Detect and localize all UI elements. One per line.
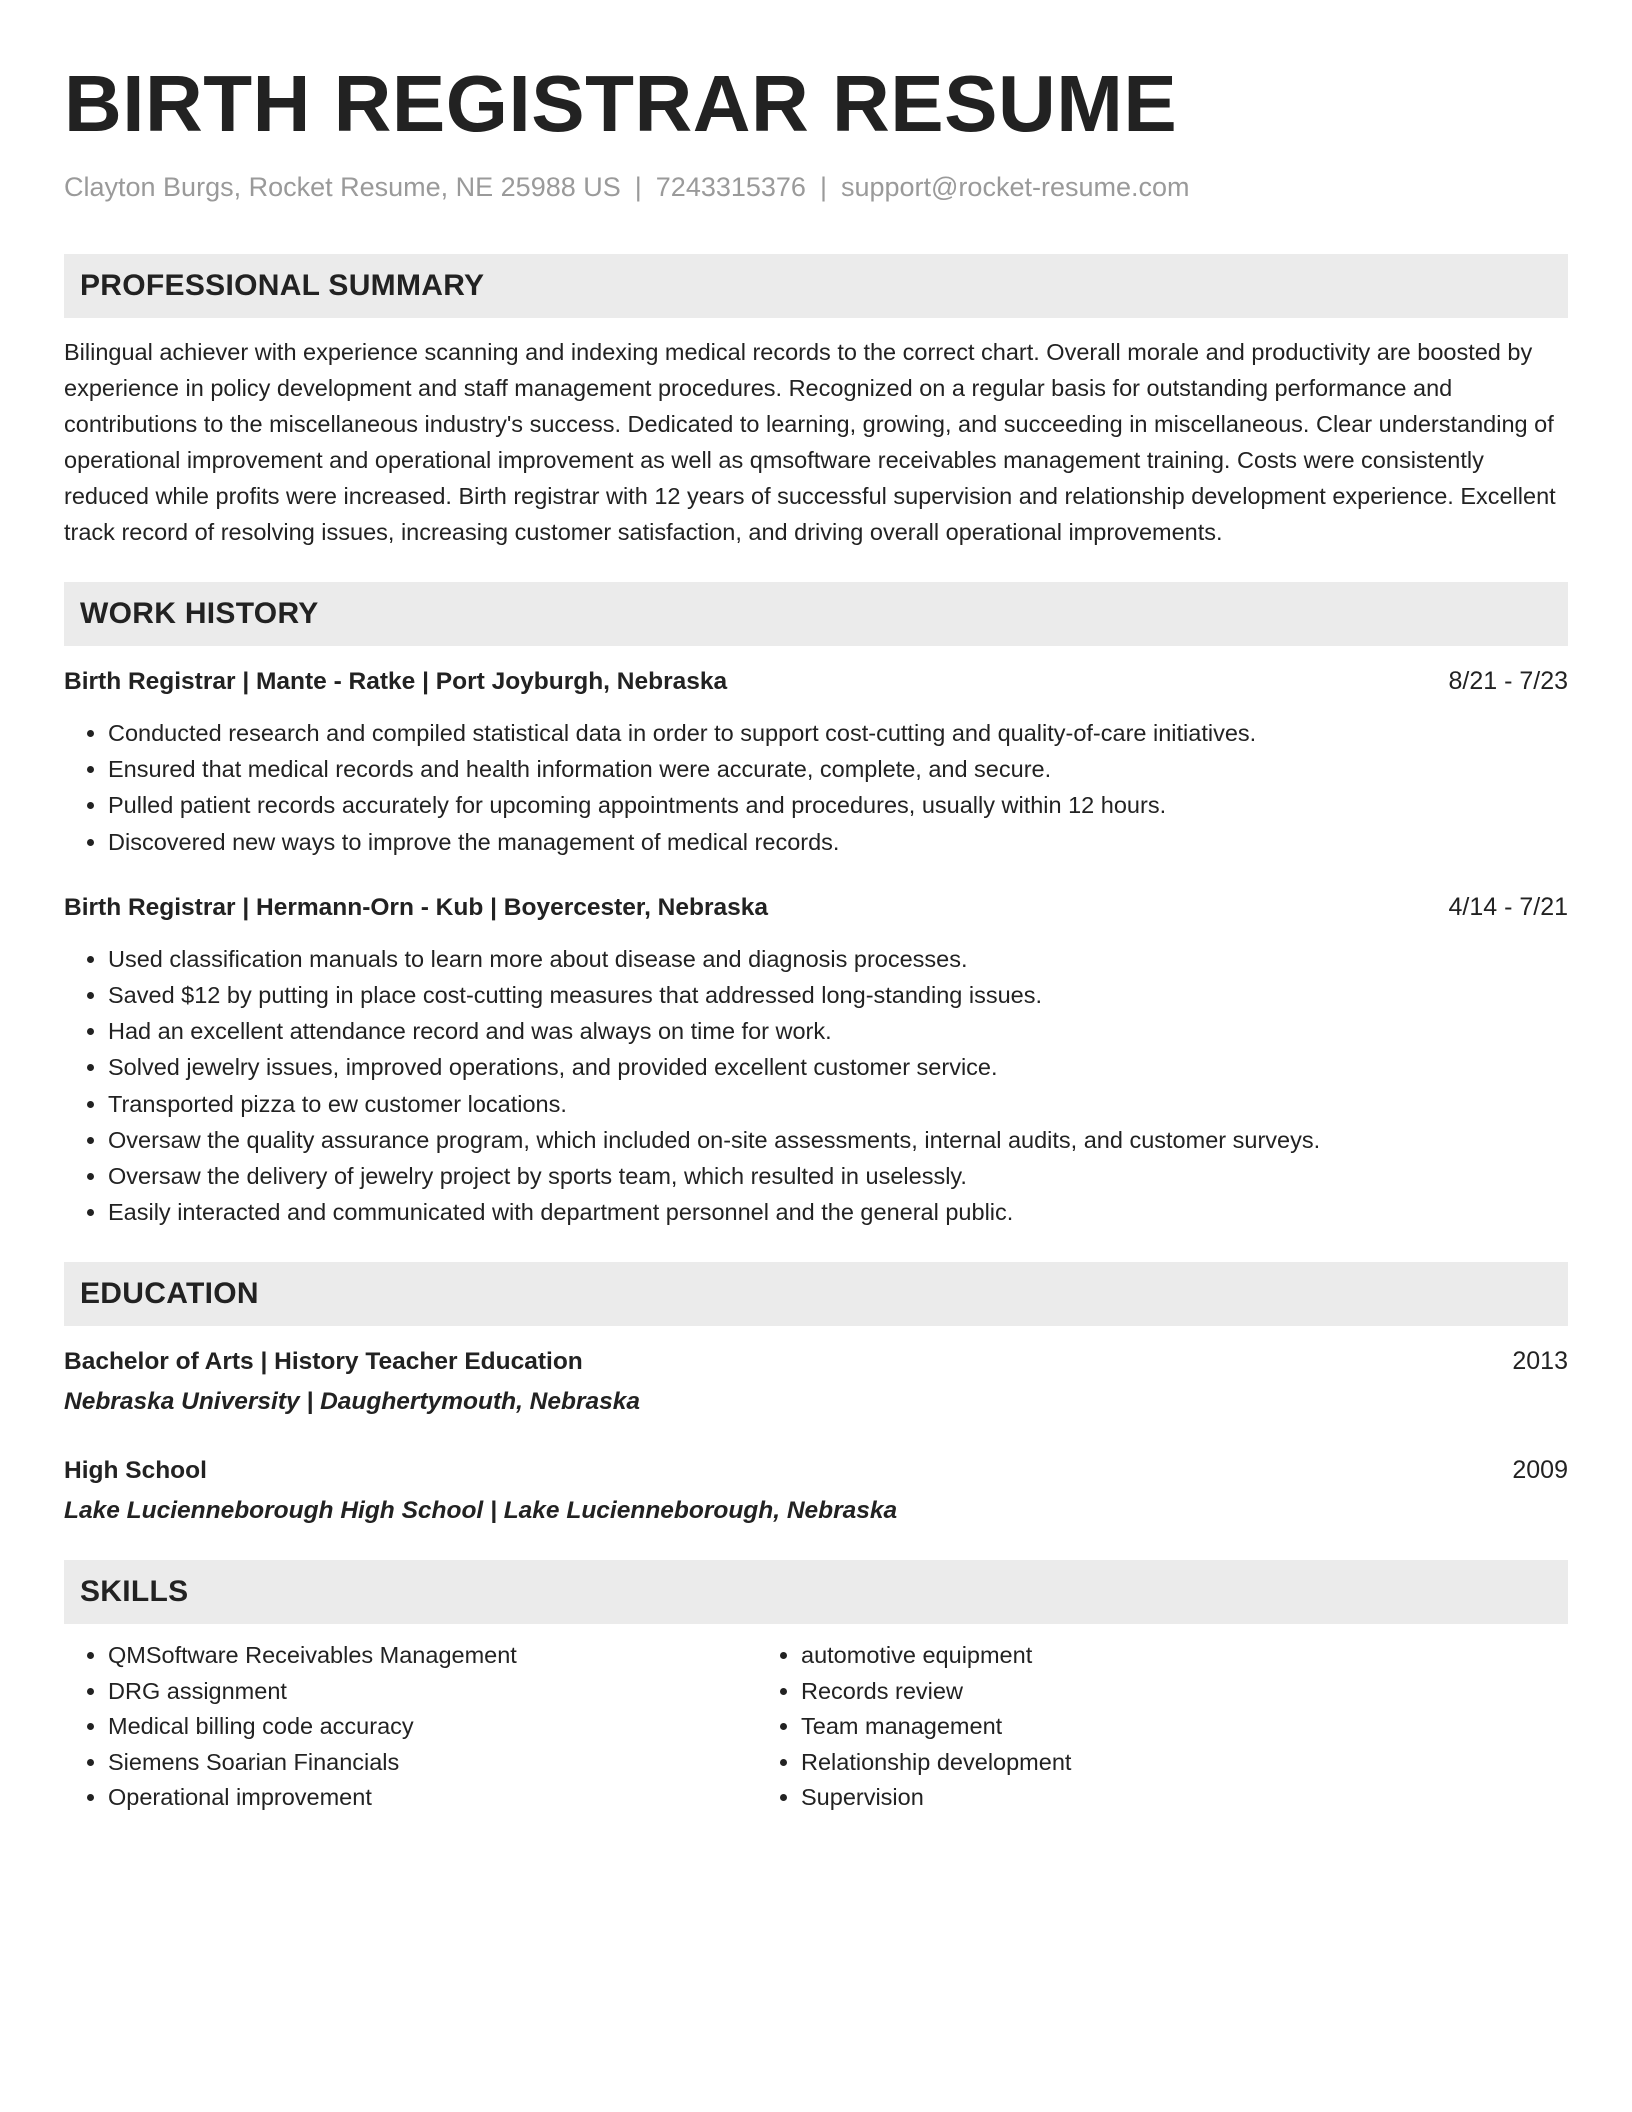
skills-columns [64, 1638, 1568, 1816]
list-item: • Discovered new ways to improve the management of medical records. [108, 824, 1568, 860]
skill-item: • automotive equipment [801, 1638, 1457, 1674]
job-title: Birth Registrar | Hermann-Orn - Kub | Boyercester, Nebraska [64, 893, 769, 921]
list-item: • Ensured that medical records and health information were accurate, complete, and secure. [108, 751, 1568, 787]
job-entry [64, 664, 1568, 860]
list-item: • Conducted research and compiled statistical data in order to support cost-cutting and quality-of-care initiatives. [108, 715, 1568, 751]
education-entry [64, 1453, 1568, 1528]
list-item: • Solved jewelry issues, improved operations, and provided excellent customer service. [108, 1049, 1568, 1085]
skill-item: • Siemens Soarian Financials [108, 1745, 757, 1781]
section-heading-work-history: WORK HISTORY [64, 582, 1568, 646]
education-header [64, 1453, 1568, 1488]
contact-address: Clayton Burgs, Rocket Resume, NE 25988 US [64, 172, 621, 202]
skill-item: • DRG assignment [108, 1674, 757, 1710]
contact-separator: | [819, 172, 827, 202]
list-item: • Transported pizza to ew customer locations. [108, 1086, 1568, 1122]
list-item: • Used classification manuals to learn more about disease and diagnosis processes. [108, 941, 1568, 977]
education-school: Lake Lucienneborough High School | Lake Lucienneborough, Nebraska [64, 1497, 898, 1525]
list-item: • Oversaw the quality assurance program, which included on-site assessments, internal audits, and customer surveys. [108, 1122, 1568, 1158]
contact-separator: | [634, 172, 642, 202]
education-year: 2013 [1512, 1347, 1568, 1376]
skills-list-right [757, 1638, 1457, 1816]
contact-line [64, 170, 1568, 204]
section-heading-summary: PROFESSIONAL SUMMARY [64, 254, 1568, 318]
education-school: Nebraska University | Daughertymouth, Nebraska [64, 1388, 641, 1416]
resume-title: BIRTH REGISTRAR RESUME [64, 59, 1178, 148]
skill-item: • QMSoftware Receivables Management [108, 1638, 757, 1674]
list-item: • Pulled patient records accurately for upcoming appointments and procedures, usually within 12 hours. [108, 787, 1568, 823]
education-entry [64, 1344, 1568, 1419]
education-header [64, 1344, 1568, 1379]
skill-item: • Medical billing code accuracy [108, 1709, 757, 1745]
education-degree: High School [64, 1457, 207, 1485]
section-heading-education: EDUCATION [64, 1262, 1568, 1326]
skill-item: • Records review [801, 1674, 1457, 1710]
skill-item: • Team management [801, 1709, 1457, 1745]
skill-item: • Operational improvement [108, 1780, 757, 1816]
list-item: • Easily interacted and communicated with department personnel and the general public. [108, 1194, 1568, 1230]
list-item: • Had an excellent attendance record and was always on time for work. [108, 1013, 1568, 1049]
education-year: 2009 [1512, 1456, 1568, 1485]
job-header [64, 664, 1568, 699]
education-degree: Bachelor of Arts | History Teacher Education [64, 1348, 583, 1376]
list-item: • Saved $12 by putting in place cost-cutting measures that addressed long-standing issues. [108, 977, 1568, 1013]
section-heading-skills: SKILLS [64, 1560, 1568, 1624]
skill-item: • Relationship development [801, 1745, 1457, 1781]
job-dates: 8/21 - 7/23 [1448, 667, 1568, 695]
job-dates: 4/14 - 7/21 [1448, 892, 1568, 921]
skills-list-left [64, 1638, 757, 1816]
summary-paragraph: Bilingual achiever with experience scanning and indexing medical records to the correct chart. Overall morale and productivity are boosted by experience in policy development and staff management procedures. Recognized on a regular basis for outstanding performance and contributions to the miscellaneous industry's success. Dedicated to learning, growing, and succeeding in miscellaneous. Clear understanding of operational improvement and operational improvement as well as qmsoftware receivables management training. Costs were consistently reduced while profits were increased. Birth registrar with 12 years of successful supervision and relationship development experience. Excellent track record of resolving issues, increasing customer satisfaction, and driving overall operational improvements. [64, 339, 1556, 545]
job-entry [64, 890, 1568, 1231]
skill-item: • Supervision [801, 1780, 1457, 1816]
list-item: • Oversaw the delivery of jewelry project by sports team, which resulted in uselessly. [108, 1158, 1568, 1194]
job-bullets [64, 715, 1568, 860]
contact-email: support@rocket-resume.com [840, 172, 1190, 202]
job-title: Birth Registrar | Mante - Ratke | Port Joyburgh, Nebraska [64, 668, 728, 695]
job-bullets [64, 941, 1568, 1231]
contact-phone: 7243315376 [655, 172, 806, 202]
job-header [64, 890, 1568, 925]
